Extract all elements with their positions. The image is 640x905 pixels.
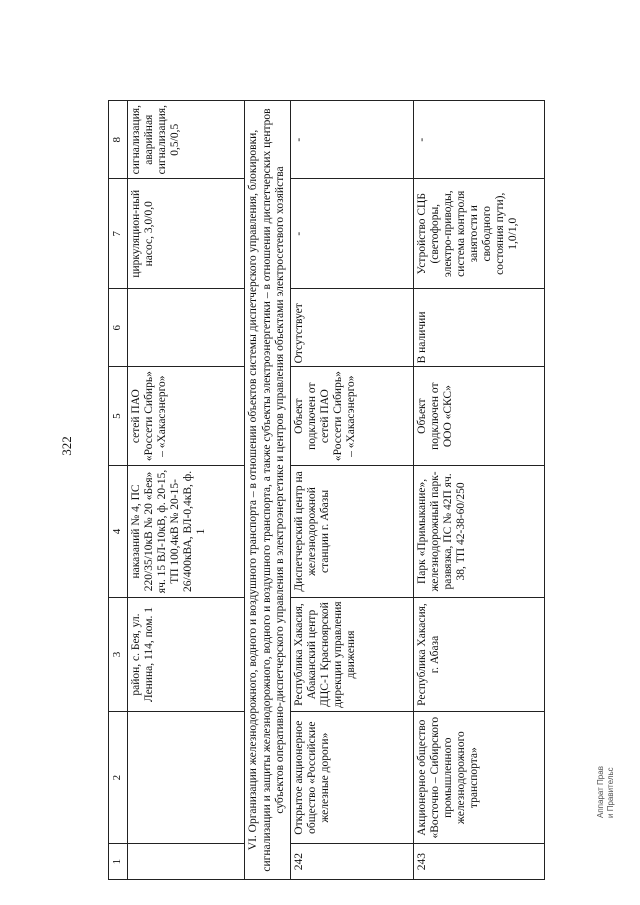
table-cell: Объект подключен от ООО «СКС»: [413, 367, 544, 465]
row-number: 242: [290, 844, 413, 880]
header-cell: 8: [109, 101, 128, 179]
table-cell: -: [290, 179, 413, 289]
table-cell: наказаний № 4, ПС 220/35/10кВ № 20 «Бея» яч. 15 ВЛ-10кВ, ф. 20-15, ТП 100,4кВ № 20-15-26/400кВА, ВЛ-0,4кВ, ф. 1: [128, 465, 245, 597]
table-cell: район, с. Бея, ул. Ленина, 114, пом. 1: [128, 597, 245, 711]
table-row: [290, 101, 413, 880]
table-cell: [128, 844, 245, 880]
row-number: 243: [413, 844, 544, 880]
header-cell: 7: [109, 179, 128, 289]
table-cell: Акционерное общество «Восточно – Сибирского промышленного железнодорожного транспорта»: [413, 712, 544, 844]
section-title: VI. Организации железнодорожного, водного и воздушного транспорта – в отношении объектов системы диспетчерского управления, блокировки, сигнализации и защиты железнодорожного, водного и воздушного транспорта, а также субъекты электроэнергетики – в отношении диспетчерских центров субъектов оперативно-диспетчерского управления в электроэнергетике и центров управления объектами электросетевого хозяйства: [245, 101, 291, 880]
table-cell: сетей ПАО «Россети Сибирь» – «Хакасэнерго»: [128, 367, 245, 465]
table-cell: Открытое акционерное общество «Российские железные дороги»: [290, 712, 413, 844]
header-cell: 4: [109, 465, 128, 597]
page-number: 322: [59, 436, 74, 456]
header-cell: 3: [109, 597, 128, 711]
table-row: [413, 101, 544, 880]
section-row: [245, 101, 291, 880]
table-cell: Республика Хакасия, г. Абаза: [413, 597, 544, 711]
header-cell: 6: [109, 289, 128, 367]
office-stamp: [596, 738, 636, 818]
table-cell: Объект подключен от сетей ПАО «Россети Сибирь» – «Хакасэнерго»: [290, 367, 413, 465]
header-cell: 5: [109, 367, 128, 465]
table-cell: циркуляцион-ный насос, 3,0/0,0: [128, 179, 245, 289]
table-cell: В наличии: [413, 289, 544, 367]
header-cell: 2: [109, 712, 128, 844]
table-cell: -: [413, 101, 544, 179]
table-row: [128, 101, 245, 880]
table-cell: Диспетчерский центр на железнодорожной станции г. Абазы: [290, 465, 413, 597]
table-cell: Республика Хакасия, Абаканский центр ДЦС-1 Красноярской дирекции управления движения: [290, 597, 413, 711]
header-row: [109, 101, 128, 880]
stamp-line: и Правительс: [606, 767, 615, 818]
table-cell: Отсутствует: [290, 289, 413, 367]
header-cell: 1: [109, 844, 128, 880]
rotated-table-container: [108, 100, 528, 880]
table-cell: Устройство СЦБ (светофоры, электро-приводы, система контроля занятости и свободного состояния пути), 1,0/1,0: [413, 179, 544, 289]
table-cell: сигнализация, аварийная сигнализация, 0,5/0,5: [128, 101, 245, 179]
table-cell: [128, 712, 245, 844]
document-table: [108, 100, 545, 880]
stamp-line: Аппарат Прав: [596, 766, 605, 818]
table-cell: [128, 289, 245, 367]
table-cell: -: [290, 101, 413, 179]
table-cell: Парк «Примыкание», железнодорожный парк-развязка, ПС № 42П яч. 38, ТП 42-38-60/250: [413, 465, 544, 597]
